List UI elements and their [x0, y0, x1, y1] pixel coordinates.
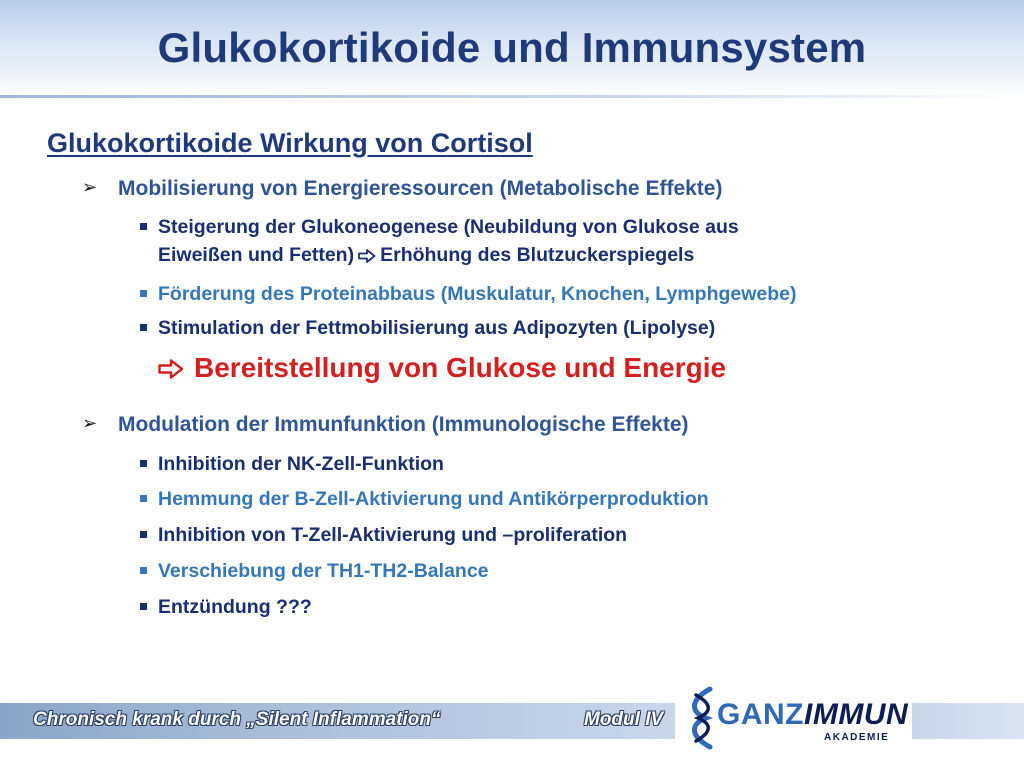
square-bullet-icon — [140, 603, 147, 610]
subbullet-text: Verschiebung der TH1-TH2-Balance — [158, 560, 489, 582]
arrowhead-bullet-icon: ➢ — [82, 177, 98, 197]
subbullet-text: Inhibition von T-Zell-Aktivierung und –proliferation — [158, 524, 628, 546]
logo-immun-text: IMMUN — [804, 698, 909, 731]
subbullet-gluconeogenesis — [158, 213, 739, 271]
logo-ganz-text: GANZ — [717, 698, 804, 731]
subbullet-th1-th2 — [158, 557, 489, 585]
slide-title: Glukokortikoide und Immunsystem — [157, 24, 867, 71]
subbullet-text: Erhöhung des Blutzuckerspiegels — [380, 244, 695, 266]
subbullet-text: Inhibition der NK-Zell-Funktion — [158, 453, 444, 475]
arrowhead-bullet-icon: ➢ — [82, 413, 98, 433]
subbullet-nk-cell — [158, 450, 444, 478]
subbullet-line — [158, 241, 739, 271]
subbullet-text: Hemmung der B-Zell-Aktivierung und Antikörperproduktion — [158, 488, 709, 510]
subbullet-lipolysis — [158, 314, 715, 342]
footer-module-label: Modul IV — [584, 709, 664, 730]
subbullet-text: Stimulation der Fettmobilisierung aus Adipozyten (Lipolyse) — [158, 317, 716, 339]
square-bullet-icon — [140, 531, 147, 538]
square-bullet-icon — [140, 324, 147, 331]
square-bullet-icon — [140, 223, 147, 230]
subbullet-protein-breakdown — [158, 280, 797, 308]
ganzimmun-akademie-logo — [684, 684, 909, 752]
subbullet-t-cell — [158, 521, 627, 549]
subbullet-b-cell — [158, 485, 709, 513]
conclusion-text: Bereitstellung von Glukose und Energie — [194, 352, 727, 383]
square-bullet-icon — [140, 495, 147, 502]
hollow-right-arrow-icon — [358, 243, 376, 271]
subbullet-text: Förderung des Proteinabbaus (Muskulatur, Knochen, Lymphgewebe) — [158, 283, 797, 305]
hollow-right-arrow-icon — [158, 354, 184, 386]
bullet-energy-mobilization — [82, 177, 723, 201]
subbullet-text: Entzündung ??? — [158, 596, 312, 618]
bullet-text: Mobilisierung von Energieressourcen (Metabolische Effekte) — [118, 177, 723, 200]
square-bullet-icon — [140, 290, 147, 297]
logo-wordmark — [717, 698, 908, 732]
subbullet-line: Steigerung der Glukoneogenese (Neubildung von Glukose aus — [158, 216, 739, 238]
square-bullet-icon — [140, 460, 147, 467]
footer-bar-right — [912, 703, 1024, 739]
conclusion-glucose-energy — [158, 352, 726, 386]
subbullet-inflammation — [158, 593, 312, 621]
square-bullet-icon — [140, 567, 147, 574]
bullet-immune-modulation — [82, 413, 689, 437]
dna-helix-icon — [684, 686, 718, 750]
footer-course-title: Chronisch krank durch „Silent Inflammation“ — [33, 709, 441, 730]
logo-akademie-text: AKADEMIE — [824, 732, 890, 743]
bullet-text: Modulation der Immunfunktion (Immunologische Effekte) — [118, 413, 689, 436]
section-heading: Glukokortikoide Wirkung von Cortisol — [47, 128, 533, 158]
subbullet-text: Eiweißen und Fetten) — [158, 244, 355, 266]
